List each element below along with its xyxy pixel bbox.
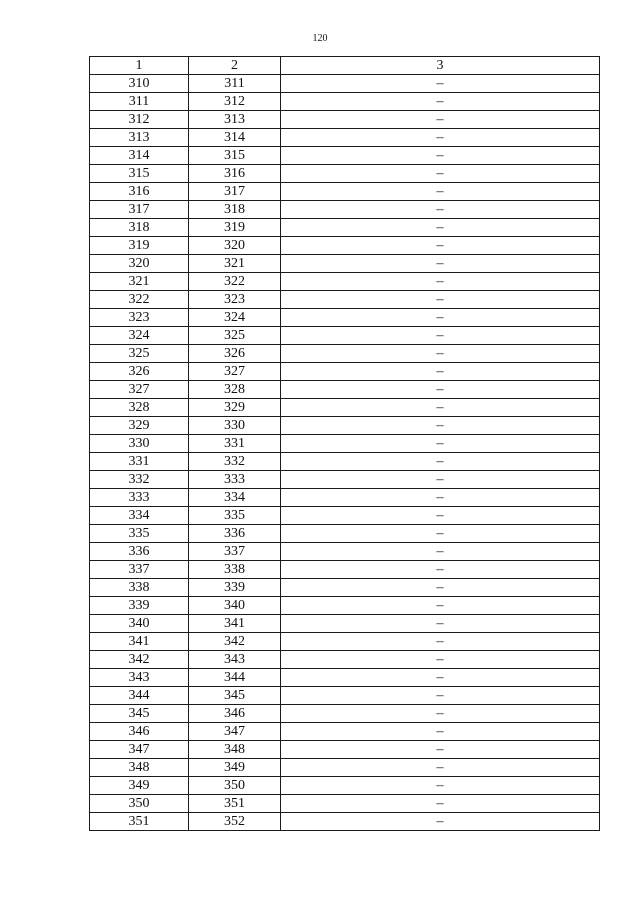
table-cell-col-1: 346	[90, 723, 189, 741]
table-cell-col-3: –	[281, 651, 600, 669]
table-cell-col-2: 349	[189, 759, 281, 777]
table-cell-col-1: 318	[90, 219, 189, 237]
table-cell-col-3: –	[281, 597, 600, 615]
table-cell-col-3: –	[281, 435, 600, 453]
table-cell-col-2: 324	[189, 309, 281, 327]
table-cell-col-2: 341	[189, 615, 281, 633]
table-row	[90, 75, 600, 93]
table-cell-col-2: 342	[189, 633, 281, 651]
page-number: 120	[312, 33, 328, 44]
table-row	[90, 327, 600, 345]
table-cell-col-1: 316	[90, 183, 189, 201]
table-row	[90, 471, 600, 489]
table-cell-col-1: 337	[90, 561, 189, 579]
table-cell-col-2: 322	[189, 273, 281, 291]
table-row	[90, 651, 600, 669]
table-cell-col-2: 352	[189, 813, 281, 831]
table-cell-col-3: –	[281, 309, 600, 327]
table-row	[90, 579, 600, 597]
table-cell-col-1: 312	[90, 111, 189, 129]
table-cell-col-3: –	[281, 381, 600, 399]
table-cell-col-1: 324	[90, 327, 189, 345]
table-cell-col-1: 333	[90, 489, 189, 507]
table-cell-col-3: –	[281, 75, 600, 93]
table-row	[90, 345, 600, 363]
table-cell-col-1: 345	[90, 705, 189, 723]
table-row	[90, 309, 600, 327]
table-cell-col-2: 340	[189, 597, 281, 615]
table-cell-col-2: 332	[189, 453, 281, 471]
table-cell-col-2: 319	[189, 219, 281, 237]
table-row	[90, 237, 600, 255]
data-table	[89, 56, 600, 831]
table-cell-col-3: –	[281, 507, 600, 525]
table-row	[90, 525, 600, 543]
table-cell-col-1: 342	[90, 651, 189, 669]
table-cell-col-1: 328	[90, 399, 189, 417]
table-cell-col-3: –	[281, 273, 600, 291]
table-cell-col-2: 320	[189, 237, 281, 255]
table-cell-col-1: 338	[90, 579, 189, 597]
table-cell-col-1: 325	[90, 345, 189, 363]
table-cell-col-3: –	[281, 129, 600, 147]
table-cell-col-2: 351	[189, 795, 281, 813]
table-row	[90, 759, 600, 777]
table-cell-col-1: 350	[90, 795, 189, 813]
table-cell-col-1: 344	[90, 687, 189, 705]
table-cell-col-3: –	[281, 237, 600, 255]
table-cell-col-1: 313	[90, 129, 189, 147]
table-row	[90, 705, 600, 723]
table-cell-col-1: 319	[90, 237, 189, 255]
table-row	[90, 723, 600, 741]
table-cell-col-2: 333	[189, 471, 281, 489]
table-cell-col-3: –	[281, 417, 600, 435]
table-cell-col-1: 330	[90, 435, 189, 453]
table-cell-col-2: 317	[189, 183, 281, 201]
table-cell-col-1: 343	[90, 669, 189, 687]
table-cell-col-3: –	[281, 147, 600, 165]
table-row	[90, 543, 600, 561]
table-cell-col-1: 327	[90, 381, 189, 399]
table-row	[90, 129, 600, 147]
table-cell-col-2: 348	[189, 741, 281, 759]
table-cell-col-1: 331	[90, 453, 189, 471]
table-row	[90, 435, 600, 453]
table-cell-col-3: –	[281, 777, 600, 795]
table-cell-col-3: –	[281, 543, 600, 561]
table-row	[90, 381, 600, 399]
table-header	[90, 57, 600, 75]
table-cell-col-1: 332	[90, 471, 189, 489]
table-row	[90, 147, 600, 165]
table-row	[90, 399, 600, 417]
table-cell-col-3: –	[281, 345, 600, 363]
table-cell-col-2: 329	[189, 399, 281, 417]
table-cell-col-1: 314	[90, 147, 189, 165]
table-cell-col-1: 310	[90, 75, 189, 93]
table-cell-col-3: –	[281, 723, 600, 741]
table-cell-col-3: –	[281, 327, 600, 345]
table-cell-col-2: 335	[189, 507, 281, 525]
table-cell-col-3: –	[281, 165, 600, 183]
header-cell-col-1: 1	[90, 57, 189, 75]
table-cell-col-2: 318	[189, 201, 281, 219]
table-cell-col-1: 311	[90, 93, 189, 111]
table-cell-col-1: 326	[90, 363, 189, 381]
table-cell-col-2: 316	[189, 165, 281, 183]
table-row	[90, 795, 600, 813]
table-cell-col-3: –	[281, 183, 600, 201]
table-cell-col-1: 339	[90, 597, 189, 615]
table-row	[90, 93, 600, 111]
table-cell-col-1: 340	[90, 615, 189, 633]
table-row	[90, 363, 600, 381]
table-row	[90, 273, 600, 291]
header-cell-col-3: 3	[281, 57, 600, 75]
table-cell-col-2: 312	[189, 93, 281, 111]
table-cell-col-3: –	[281, 219, 600, 237]
table-cell-col-2: 334	[189, 489, 281, 507]
table-row	[90, 165, 600, 183]
table-row	[90, 669, 600, 687]
table-cell-col-2: 315	[189, 147, 281, 165]
table-cell-col-1: 334	[90, 507, 189, 525]
table-cell-col-2: 339	[189, 579, 281, 597]
table-cell-col-3: –	[281, 561, 600, 579]
table-cell-col-1: 348	[90, 759, 189, 777]
table-cell-col-1: 321	[90, 273, 189, 291]
table-cell-col-1: 320	[90, 255, 189, 273]
table-cell-col-2: 326	[189, 345, 281, 363]
table-cell-col-3: –	[281, 813, 600, 831]
table-cell-col-2: 345	[189, 687, 281, 705]
table-cell-col-2: 323	[189, 291, 281, 309]
table-cell-col-2: 331	[189, 435, 281, 453]
table-cell-col-3: –	[281, 615, 600, 633]
table-cell-col-1: 315	[90, 165, 189, 183]
table-row	[90, 183, 600, 201]
table-cell-col-3: –	[281, 489, 600, 507]
table-cell-col-2: 314	[189, 129, 281, 147]
table-cell-col-3: –	[281, 759, 600, 777]
table-cell-col-3: –	[281, 633, 600, 651]
table-row	[90, 777, 600, 795]
table-cell-col-1: 341	[90, 633, 189, 651]
table-cell-col-2: 327	[189, 363, 281, 381]
table-cell-col-2: 321	[189, 255, 281, 273]
table-cell-col-2: 325	[189, 327, 281, 345]
table-body	[90, 75, 600, 831]
table-cell-col-2: 350	[189, 777, 281, 795]
table-cell-col-1: 336	[90, 543, 189, 561]
table-cell-col-3: –	[281, 93, 600, 111]
header-cell-col-2: 2	[189, 57, 281, 75]
table-cell-col-2: 311	[189, 75, 281, 93]
table-row	[90, 255, 600, 273]
table-cell-col-1: 351	[90, 813, 189, 831]
table-cell-col-1: 349	[90, 777, 189, 795]
table-cell-col-3: –	[281, 741, 600, 759]
table-row	[90, 219, 600, 237]
table-cell-col-2: 344	[189, 669, 281, 687]
table-cell-col-3: –	[281, 453, 600, 471]
table-cell-col-1: 347	[90, 741, 189, 759]
table-cell-col-3: –	[281, 399, 600, 417]
table-cell-col-3: –	[281, 471, 600, 489]
table-cell-col-2: 347	[189, 723, 281, 741]
table-cell-col-3: –	[281, 669, 600, 687]
table-row	[90, 507, 600, 525]
table-row	[90, 597, 600, 615]
table-cell-col-3: –	[281, 201, 600, 219]
table-cell-col-3: –	[281, 579, 600, 597]
table-row	[90, 561, 600, 579]
table-row	[90, 813, 600, 831]
table-cell-col-1: 317	[90, 201, 189, 219]
table-cell-col-3: –	[281, 687, 600, 705]
table-row	[90, 453, 600, 471]
table-cell-col-2: 330	[189, 417, 281, 435]
table-cell-col-3: –	[281, 291, 600, 309]
table-cell-col-2: 338	[189, 561, 281, 579]
table-row	[90, 201, 600, 219]
table-cell-col-2: 337	[189, 543, 281, 561]
table-cell-col-2: 328	[189, 381, 281, 399]
table-row	[90, 489, 600, 507]
table-cell-col-2: 313	[189, 111, 281, 129]
table-cell-col-1: 323	[90, 309, 189, 327]
table-cell-col-1: 335	[90, 525, 189, 543]
table-cell-col-3: –	[281, 705, 600, 723]
table-cell-col-3: –	[281, 525, 600, 543]
table-cell-col-3: –	[281, 795, 600, 813]
table-row	[90, 291, 600, 309]
table-row	[90, 633, 600, 651]
table-row	[90, 111, 600, 129]
table-row	[90, 687, 600, 705]
header-row	[90, 57, 600, 75]
table-cell-col-1: 322	[90, 291, 189, 309]
table-cell-col-2: 346	[189, 705, 281, 723]
table-cell-col-1: 329	[90, 417, 189, 435]
table-row	[90, 741, 600, 759]
table-cell-col-3: –	[281, 255, 600, 273]
table-cell-col-3: –	[281, 363, 600, 381]
table-cell-col-2: 343	[189, 651, 281, 669]
table-cell-col-2: 336	[189, 525, 281, 543]
table-row	[90, 615, 600, 633]
table-row	[90, 417, 600, 435]
table-cell-col-3: –	[281, 111, 600, 129]
